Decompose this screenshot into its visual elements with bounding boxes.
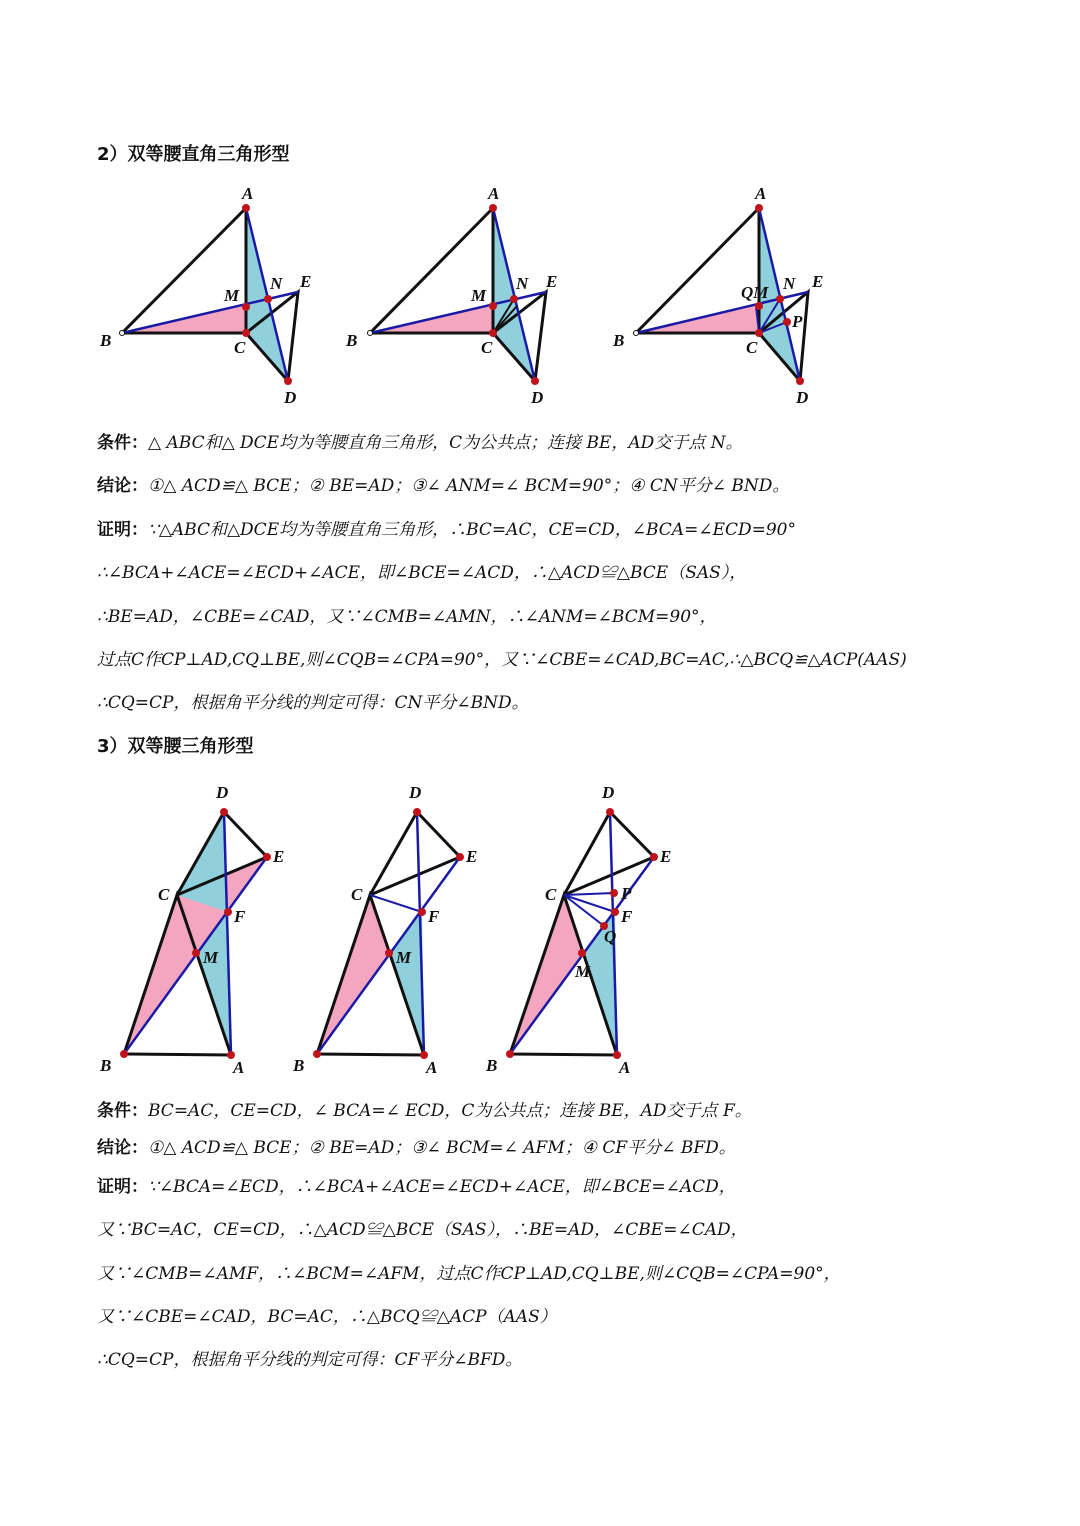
s2f2-label-n: N	[516, 274, 529, 293]
s3f3-label-p: P	[621, 884, 632, 903]
s2-conclusion-text: ①△ ACD≌△ BCE；② BE=AD；③∠ ANM=∠ BCM=90°；④ CN平分∠ BND。	[148, 476, 790, 496]
s3f1-label-b: B	[100, 1056, 112, 1075]
s3f2-triangle-cde	[370, 812, 460, 895]
s3-proof-line-4: 又∵∠CBE=∠CAD，BC=AC，∴△BCQ≌△ACP（AAS）	[97, 1307, 557, 1327]
s3-proof-label: 证明：	[97, 1177, 148, 1197]
s3-figure-1	[99, 783, 284, 1077]
s3-conclusion	[97, 1133, 736, 1158]
s2-proof-line-4: 过点C作CP⊥AD,CQ⊥BE,则∠CQB=∠CPA=90°，又∵∠CBE=∠CAD,BC=AC,∴△BCQ≌△ACP(AAS)	[97, 650, 907, 670]
s3f3-point-b	[506, 1050, 514, 1058]
s2-condition-label: 条件：	[97, 433, 148, 453]
s3f2-label-a: A	[426, 1058, 438, 1077]
s2f3-label-p: P	[792, 312, 803, 331]
s3f1-blue-top	[177, 812, 228, 912]
s3-proof-line-3: 又∵∠CMB=∠AMF，∴∠BCM=∠AFM，过点C作CP⊥AD,CQ⊥BE,则∠CQB=∠CPA=90°，	[97, 1264, 841, 1284]
s3f2-label-f: F	[428, 907, 440, 926]
s3-conclusion-text: ①△ ACD≌△ BCE；② BE=AD；③∠ BCM=∠ AFM；④ CF平分∠ BFD。	[148, 1138, 736, 1158]
s2f2-label-e: E	[546, 272, 558, 291]
s3f3-point-m	[578, 949, 586, 957]
s3f2-point-m	[385, 949, 393, 957]
s3f3-label-f: F	[621, 907, 633, 926]
s3f2-point-e	[456, 853, 464, 861]
s2-proof-line-2: ∴∠BCA+∠ACE=∠ECD+∠ACE，即∠BCE=∠ACD，∴△ACD≌△BCE（SAS），	[97, 563, 747, 583]
s3f1-label-d: D	[216, 783, 229, 802]
s3-proof-line-1	[97, 1172, 736, 1197]
s3f3-label-a: A	[619, 1058, 631, 1077]
s3f1-point-e	[263, 853, 271, 861]
s3-conclusion-label: 结论：	[97, 1138, 148, 1158]
s3f2-line-cf	[370, 895, 422, 912]
s2-proof-text-1: ∵△ABC和△DCE均为等腰直角三角形，∴BC=AC，CE=CD，∠BCA=∠ECD=90°	[148, 520, 796, 540]
s3f3-point-d	[606, 808, 614, 816]
s3f2-point-f	[418, 908, 426, 916]
s2f1-label-b: B	[100, 331, 112, 350]
s3f1-label-f: F	[234, 907, 246, 926]
s3f3-label-m: M	[575, 962, 591, 981]
s3-condition-label: 条件：	[97, 1101, 148, 1121]
s3-figure-3	[485, 783, 671, 1077]
s2f3-label-b: B	[613, 331, 625, 350]
s2f3-label-n: N	[783, 274, 796, 293]
s3f3-label-c: C	[545, 885, 557, 904]
s2f2-label-c: C	[481, 338, 493, 357]
s3f1-point-d	[220, 808, 228, 816]
s3f2-label-c: C	[351, 885, 363, 904]
s2f3-label-c: C	[746, 338, 758, 357]
s2f3-label-a: A	[755, 184, 767, 203]
s3f2-label-d: D	[409, 783, 422, 802]
s3f1-label-e: E	[273, 847, 285, 866]
s3f3-label-e: E	[660, 847, 672, 866]
s3f3-label-d: D	[602, 783, 615, 802]
s2f2-label-m: M	[471, 286, 487, 305]
s2-proof-line-3: ∴BE=AD，∠CBE=∠CAD，又∵∠CMB=∠AMN，∴∠ANM=∠BCM=90°，	[97, 607, 717, 627]
s3f3-point-p	[610, 889, 618, 897]
s2f2-label-a: A	[488, 184, 500, 203]
s3f1-label-a: A	[233, 1058, 245, 1077]
s2f1-label-e: E	[300, 272, 312, 291]
s3f1-point-m	[192, 949, 200, 957]
s3-proof-line-5: ∴CQ=CP，根据角平分线的判定可得：CF平分∠BFD。	[97, 1350, 523, 1370]
s3f2-label-e: E	[466, 847, 478, 866]
s3-proof-text-1: ∵∠BCA=∠ECD，∴∠BCA+∠ACE=∠ECD+∠ACE，即∠BCE=∠ACD，	[148, 1177, 736, 1197]
s3f3-triangle-cde	[564, 812, 654, 895]
s3-figure-2	[292, 783, 477, 1077]
s3f3-line-cf	[564, 895, 615, 912]
s3f1-label-m: M	[203, 948, 219, 967]
s3-condition-text: BC=AC，CE=CD，∠ BCA=∠ ECD，C为公共点；连接 BE，AD交于点 F。	[148, 1101, 752, 1121]
s2f1-label-n: N	[270, 274, 283, 293]
s3f1-point-f	[224, 908, 232, 916]
s3f2-point-b	[313, 1050, 321, 1058]
s3f3-point-f	[611, 908, 619, 916]
s2-condition-text: △ ABC和△ DCE均为等腰直角三角形，C为公共点；连接 BE，AD交于点 N。	[148, 433, 743, 453]
s3f3-label-b: B	[486, 1056, 498, 1075]
s2f3-label-d: D	[796, 388, 809, 407]
s2f3-label-e: E	[812, 272, 824, 291]
s2f1-label-m: M	[224, 286, 240, 305]
s2-proof-label: 证明：	[97, 520, 148, 540]
s3-condition	[97, 1096, 752, 1121]
s3f1-label-c: C	[158, 885, 170, 904]
s2f2-label-d: D	[531, 388, 544, 407]
s2-proof-line-5: ∴CQ=CP，根据角平分线的判定可得：CN平分∠BND。	[97, 693, 529, 713]
s2-conclusion-label: 结论：	[97, 476, 148, 496]
s2f1-label-a: A	[242, 184, 254, 203]
s2f3-label-qm: QM	[741, 283, 769, 302]
s3f2-blue-triangle	[389, 912, 424, 1055]
s3f1-point-b	[120, 1050, 128, 1058]
s3f2-label-b: B	[293, 1056, 305, 1075]
s2f2-label-b: B	[346, 331, 358, 350]
s3f2-label-m: M	[396, 948, 412, 967]
section3-heading: 3）双等腰三角形型	[97, 736, 254, 757]
s3f2-point-d	[413, 808, 421, 816]
section2-heading: 2）双等腰直角三角形型	[97, 144, 290, 165]
s2f1-label-c: C	[234, 338, 246, 357]
s3f3-label-q: Q	[604, 927, 617, 946]
s3-proof-line-2: 又∵BC=AC，CE=CD，∴△ACD≌△BCE（SAS），∴BE=AD，∠CBE=∠CAD，	[97, 1220, 748, 1240]
s2f1-label-d: D	[284, 388, 297, 407]
s3f3-point-e	[650, 853, 658, 861]
